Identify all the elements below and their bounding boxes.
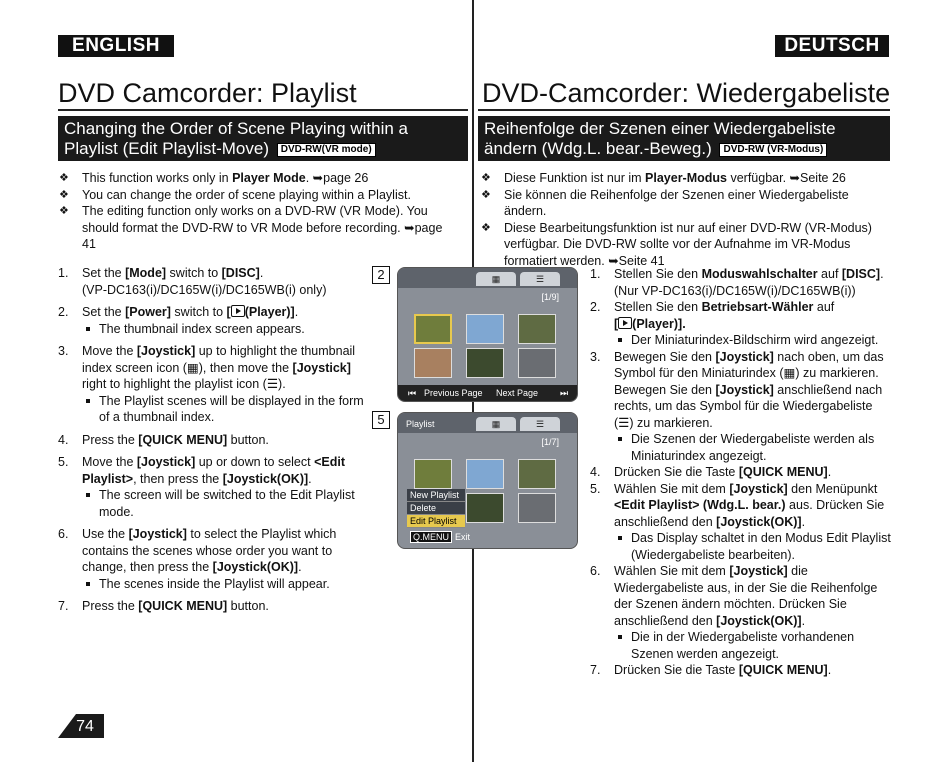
title-rule-deutsch — [478, 109, 890, 111]
step-text: Wählen Sie mit dem — [614, 481, 730, 496]
thumbnail-dog — [414, 348, 452, 378]
step-text: Bewegen Sie den — [614, 349, 716, 364]
thumbnail-road — [518, 493, 556, 523]
step-item — [590, 481, 892, 564]
thumbnail-field — [518, 459, 556, 489]
step-text: . — [801, 514, 806, 529]
note-item — [58, 203, 453, 253]
page-title-english: DVD Camcorder: Playlist — [58, 78, 357, 108]
step-item — [58, 526, 368, 592]
step-bold: (Player)] — [244, 305, 295, 319]
step-bold: [QUICK MENU] — [138, 432, 228, 447]
qmenu-key: Q.MENU — [410, 531, 452, 543]
step-bold: [QUICK MENU] — [138, 599, 228, 613]
step-number: 4. — [58, 432, 69, 447]
diamond-bullet-icon: ❖ — [481, 188, 491, 201]
page-counter: [1/7] — [541, 437, 559, 447]
step-bold: [Joystick(OK)] — [716, 613, 802, 628]
step-bold: <Edit Playlist> — [82, 455, 345, 486]
sub-list — [614, 530, 892, 563]
step-number: 1. — [590, 267, 601, 281]
playlist-icon: ☰ — [618, 415, 630, 430]
step-text: ) zu markieren. — [629, 415, 713, 430]
step-text: . — [259, 266, 264, 280]
notes-list-english — [58, 170, 453, 253]
step-item — [590, 349, 892, 465]
step-item — [58, 454, 368, 520]
step-text: Wählen Sie mit dem — [614, 564, 730, 578]
sub-list — [82, 393, 368, 426]
step-text: . — [827, 663, 832, 677]
sub-item: The thumbnail index screen appears. — [82, 321, 368, 338]
step-bold: [QUICK MENU] — [738, 663, 828, 677]
step-number: 7. — [590, 663, 601, 677]
step-bold: [Joystick] — [715, 382, 774, 397]
section-title-line2-wrap — [484, 139, 884, 159]
sub-item: Die Szenen der Wiedergabeliste werden als Miniaturindex angezeigt. — [614, 431, 892, 464]
note-text: The editing function only works on a DVD-RW (VR Mode). You should format the DVD-RW to VR Mode before recording. ➥page 41 — [82, 204, 443, 251]
step-bold: Moduswahlschalter — [701, 267, 818, 281]
step-number: 5. — [58, 455, 69, 469]
step-text: ). — [278, 377, 286, 391]
quick-menu — [407, 489, 465, 528]
next-page-icon: ⏭ — [560, 388, 569, 398]
step-number: 1. — [58, 266, 69, 280]
step-text: up or down to select — [195, 455, 315, 469]
menu-item-edit-playlist[interactable]: Edit Playlist — [407, 515, 465, 528]
thumbnail-index-icon: ▦ — [783, 366, 796, 380]
thumbnail-sky — [466, 314, 504, 344]
step-item — [590, 266, 892, 299]
step-number: 3. — [58, 344, 69, 358]
camcorder-screen-thumbnail-index — [397, 267, 578, 402]
qmenu-exit-label: Exit — [455, 532, 471, 542]
step-bold: (Player)]. — [632, 316, 686, 331]
step-text: switch to — [166, 266, 222, 280]
player-mode-icon — [231, 305, 245, 317]
screen-number-5: 5 — [372, 411, 390, 429]
step-bold: [Joystick] — [136, 455, 196, 469]
step-bold: Betriebsart-Wähler — [701, 300, 814, 314]
dvd-rw-badge: DVD-RW(VR mode) — [277, 143, 376, 157]
note-text: verfügbar. ➥Seite 26 — [727, 171, 846, 185]
section-title-line2: ändern (Wdg.L. bear.-Beweg.) — [484, 139, 712, 158]
sub-list — [614, 332, 892, 349]
next-page-label: Next Page — [496, 388, 539, 398]
step-bold: [QUICK MENU] — [738, 465, 828, 479]
step-text: auf — [813, 300, 835, 314]
step-text: ), then move the — [198, 360, 293, 375]
step-number: 4. — [590, 465, 601, 479]
step-item — [590, 563, 892, 662]
section-title-line2: Playlist (Edit Playlist-Move) — [64, 139, 269, 158]
step-text: (VP-DC163(i)/DC165W(i)/DC165WB(i) only) — [82, 282, 327, 297]
thumbnail-flower — [414, 459, 452, 489]
note-text: This function works only in — [82, 171, 233, 185]
screen-tab-bar — [398, 268, 577, 288]
thumbnail-index-icon: ▦ — [186, 360, 199, 375]
step-number: 6. — [590, 564, 601, 578]
thumbnail-flower — [414, 314, 452, 344]
step-text: Press the — [82, 432, 139, 447]
step-text: (Nur VP-DC163(i)/DC165W(i)/DC165WB(i)) — [614, 283, 856, 298]
step-bold: [Joystick(OK)] — [222, 471, 309, 486]
step-text: right to highlight the playlist icon ( — [82, 377, 267, 391]
player-bracket: [ — [614, 316, 619, 331]
step-text: den Menüpunkt — [787, 481, 878, 496]
step-text: anschließend nach rechts, um das Symbol für die Wiedergabeliste ( — [614, 382, 883, 430]
step-item — [58, 304, 368, 337]
step-text: Drücken Sie die Taste — [614, 465, 739, 479]
language-tab-deutsch: DEUTSCH — [775, 35, 889, 57]
step-item — [590, 662, 892, 679]
step-text: . — [880, 267, 884, 281]
step-item — [58, 343, 368, 426]
section-title-line1: Changing the Order of Scene Playing within a — [64, 119, 408, 138]
screen-number-2: 2 — [372, 266, 390, 284]
step-text: , then press the — [133, 471, 223, 486]
page-number: 74 — [76, 718, 94, 735]
step-text: Stellen Sie den — [614, 267, 702, 281]
step-text: die Wiedergabeliste aus, in der Sie die Reihenfolge der Szenen ändern möchten. Drücken Sie anschließend den — [614, 564, 878, 628]
player-bracket: [ — [226, 305, 231, 319]
note-bold: Player Mode — [232, 171, 306, 185]
playlist-tab-icon: ☰ — [520, 272, 560, 286]
steps-list-english — [58, 265, 368, 621]
step-text: auf — [817, 267, 842, 281]
sub-list — [82, 487, 368, 520]
thumbnail-trees — [466, 348, 504, 378]
camcorder-screen-playlist-menu — [397, 412, 578, 549]
step-number: 2. — [58, 305, 69, 319]
screen-tab-bar — [398, 413, 577, 433]
step-number: 2. — [590, 300, 601, 314]
step-bold: [Joystick] — [729, 564, 788, 578]
note-text: . ➥page 26 — [305, 171, 369, 185]
notes-list-deutsch — [480, 170, 892, 269]
step-text: to select the Playlist which contains the scenes whose order you want to change, then press the — [82, 527, 337, 574]
sub-list — [82, 576, 368, 593]
thumbnail-tab-icon: ▦ — [476, 272, 516, 286]
qmenu-hint — [410, 532, 470, 542]
sub-item: The Playlist scenes will be displayed in the form of a thumbnail index. — [82, 393, 368, 426]
step-text: . — [298, 560, 302, 574]
step-text: button. — [227, 599, 269, 613]
step-item — [58, 598, 368, 615]
step-text: Stellen Sie den — [614, 300, 702, 314]
prev-page-label: Previous Page — [424, 388, 483, 398]
note-text: You can change the order of scene playing within a Playlist. — [82, 187, 411, 202]
step-text: Move the — [82, 455, 137, 469]
step-text: Use the — [82, 527, 129, 541]
step-text: . — [294, 305, 299, 319]
title-rule-english — [58, 109, 468, 111]
step-bold: [Joystick] — [729, 481, 788, 496]
step-item — [58, 265, 368, 298]
screen-footer — [398, 385, 577, 401]
language-tab-english: ENGLISH — [58, 35, 174, 57]
step-text: button. — [227, 432, 269, 447]
step-bold: [Mode] — [125, 266, 167, 280]
step-text: ) zu markieren. Bewegen Sie den — [614, 366, 879, 397]
sub-list — [82, 321, 368, 338]
step-text: Set the — [82, 266, 126, 280]
step-text: aus. Drücken Sie anschließend den — [614, 498, 885, 529]
diamond-bullet-icon: ❖ — [59, 205, 69, 217]
menu-item-new-playlist[interactable]: New Playlist — [407, 489, 465, 502]
step-bold: [Joystick(OK)] — [716, 514, 802, 529]
step-number: 5. — [590, 481, 601, 496]
step-item — [590, 464, 892, 481]
step-bold: [DISC] — [841, 267, 881, 281]
thumbnail-trees — [466, 493, 504, 523]
step-bold: <Edit Playlist> (Wdg.L. bear.) — [614, 498, 786, 512]
step-bold: [Joystick] — [715, 349, 774, 364]
page-number-badge — [58, 714, 104, 738]
step-number: 3. — [590, 349, 601, 364]
note-item — [480, 187, 892, 220]
step-bold: [Joystick] — [292, 360, 351, 375]
step-text: Move the — [82, 344, 137, 358]
dvd-rw-badge: DVD-RW (VR-Modus) — [719, 143, 827, 157]
section-bar-english — [58, 116, 468, 161]
note-item — [480, 170, 892, 187]
step-text: nach oben, um das Symbol für den Miniaturindex ( — [614, 349, 884, 380]
thumbnail-road — [518, 348, 556, 378]
note-bold: Player-Modus — [645, 171, 727, 185]
step-number: 6. — [58, 527, 69, 541]
step-text: Drücken Sie die Taste — [614, 663, 739, 677]
step-text: switch to — [170, 305, 227, 319]
step-text: Set the — [82, 305, 126, 319]
diamond-bullet-icon: ❖ — [59, 188, 69, 201]
step-text: . — [827, 465, 832, 479]
step-item — [590, 299, 892, 349]
thumbnail-field — [518, 314, 556, 344]
section-title-line1: Reihenfolge der Szenen einer Wiedergabeliste — [484, 119, 836, 138]
note-item — [58, 187, 453, 204]
sub-item: The scenes inside the Playlist will appear. — [82, 576, 368, 593]
page-title-deutsch: DVD-Camcorder: Wiedergabeliste — [482, 78, 891, 108]
playlist-icon: ☰ — [266, 377, 279, 391]
diamond-bullet-icon: ❖ — [481, 221, 491, 234]
diamond-bullet-icon: ❖ — [481, 172, 491, 184]
prev-page-icon: ⏮ — [408, 388, 417, 398]
thumbnail-sky — [466, 459, 504, 489]
step-bold: [Joystick] — [136, 344, 196, 358]
sub-list — [614, 629, 892, 662]
sub-item: The screen will be switched to the Edit Playlist mode. — [82, 487, 368, 520]
player-mode-icon — [618, 317, 632, 329]
note-text: Diese Funktion ist nur im — [504, 171, 646, 185]
step-text: up to highlight the thumbnail index screen icon ( — [82, 344, 356, 375]
note-text: Diese Bearbeitungsfunktion ist nur auf einer DVD-RW (VR-Modus) verfügbar. Die DVD-RW sollte vor der Aufnahme im VR-Modus formatiert werden. ➥Seite 41 — [504, 220, 872, 268]
page-counter: [1/9] — [541, 292, 559, 302]
step-item — [58, 432, 368, 449]
note-item — [480, 220, 892, 270]
note-text: Sie können die Reihenfolge der Szenen einer Wiedergabeliste ändern. — [504, 187, 849, 218]
step-text: Press the — [82, 599, 139, 613]
sub-item: Die in der Wiedergabeliste vorhandenen Szenen werden angezeigt. — [614, 629, 892, 662]
sub-item: Der Miniaturindex-Bildschirm wird angezeigt. — [614, 332, 892, 349]
diamond-bullet-icon: ❖ — [59, 172, 69, 184]
section-title-line2-wrap — [64, 139, 462, 159]
steps-list-deutsch — [590, 266, 892, 679]
section-bar-deutsch — [478, 116, 890, 161]
thumbnail-tab-icon: ▦ — [476, 417, 516, 431]
screen-mode-label: Playlist — [406, 419, 435, 429]
playlist-tab-icon: ☰ — [520, 417, 560, 431]
sub-list — [614, 431, 892, 464]
menu-item-delete[interactable]: Delete — [407, 502, 465, 515]
step-bold: [Joystick(OK)] — [212, 560, 299, 574]
step-text: . — [308, 471, 312, 486]
step-bold: [DISC] — [221, 266, 260, 280]
note-item — [58, 170, 453, 187]
step-bold: [Joystick] — [128, 527, 187, 541]
step-text: . — [801, 613, 806, 628]
step-bold: [Power] — [125, 305, 171, 319]
sub-item: Das Display schaltet in den Modus Edit Playlist (Wiedergabeliste bearbeiten). — [614, 530, 892, 563]
step-number: 7. — [58, 599, 69, 613]
